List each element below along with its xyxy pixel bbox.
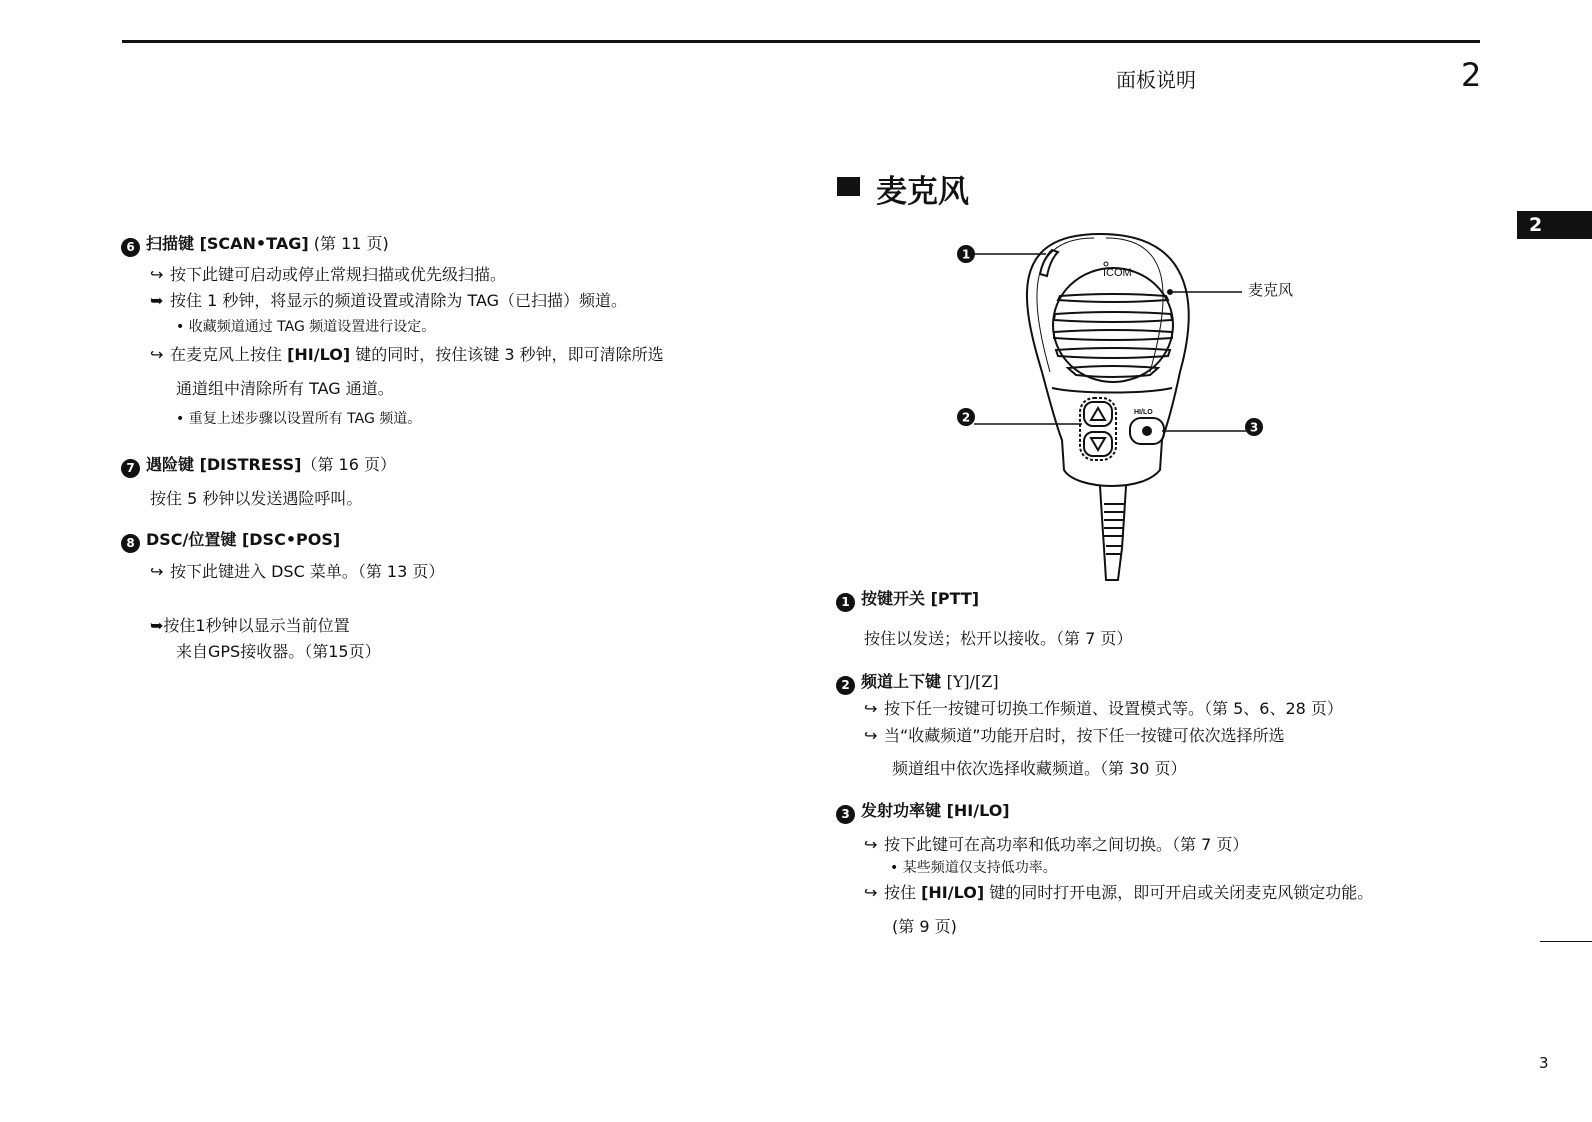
callout-3: 3 [1249,420,1259,435]
item-number-6: 6 [121,238,140,257]
arrow-icon: ↪ [864,883,878,902]
section-2-line-3: 频道组中依次选择收藏频道。（第 30 页） [892,759,1187,778]
microphone-diagram [944,228,1324,592]
section-2-line-2: ↪ 当“收藏频道”功能开启时，按下任一按键可依次选择所选 [864,726,1285,745]
section-6-line-5: 通道组中清除所有 TAG 通道。 [176,379,394,398]
section-6-note-1: • 收藏频道通过 TAG 频道设置进行设定。 [176,319,436,335]
section-7-line-1: 按住 5 秒钟以发送遇险呼叫。 [150,489,363,508]
hold-arrow-icon: ➥ [150,291,164,310]
section-6-line-4: ↪ 在麦克风上按住 [HI/LO] 键的同时，按住该键 3 秒钟，即可清除所选 [150,345,664,364]
chapter-number: 2 [1461,56,1482,94]
section-6-ref: (第 11 页) [308,234,389,253]
section-8-title: DSC/位置键 [DSC•POS] [146,530,341,549]
header-rule [122,40,1480,43]
section-1-line-1: 按住以发送；松开以接收。（第 7 页） [864,629,1133,648]
section-8-line-2: ➥按住1秒钟以显示当前位置 [150,616,350,635]
section-8-line-3: 来自GPS接收器。（第15页） [176,642,381,661]
cord [1100,486,1126,580]
section-3-line-1: ↪ 按下此键可在高功率和低功率之间切换。（第 7 页） [864,835,1249,854]
section-3-line-3: ↪ 按住 [HI/LO] 键的同时打开电源，即可开启或关闭麦克风锁定功能。 [864,883,1374,902]
section-title: 麦克风 [876,174,969,210]
key-hilo: [HI/LO] [287,345,351,364]
section-6-heading [121,231,389,257]
callout-1: 1 [961,247,971,262]
down-key [1084,432,1112,456]
arrow-icon: ↪ [864,835,878,854]
chapter-tab: 2 [1517,211,1592,239]
section-8-heading [121,527,340,553]
section-1-heading [836,586,979,612]
section-2-title: 频道上下键 [861,672,947,691]
section-3-title: 发射功率键 [HI/LO] [861,801,1010,820]
side-rule [1540,941,1592,942]
section-1-title: 按键开关 [PTT] [861,589,980,608]
key-hilo: [HI/LO] [921,883,985,902]
item-number-8: 8 [121,534,140,553]
section-7-title: 遇险键 [DISTRESS] [146,455,302,474]
page-number: 3 [1539,1054,1549,1072]
page-header-title: 面板说明 [1116,68,1196,92]
down-arrow-icon [1091,438,1105,450]
section-2-line-1: ↪ 按下任一按键可切换工作频道、设置模式等。（第 5、6、28 页） [864,699,1343,718]
section-7-heading [121,452,396,478]
up-arrow-icon [1091,408,1105,420]
section-6-line-1: ↪ 按下此键可启动或停止常规扫描或优先级扫描。 [150,265,507,284]
section-8-line-1: ↪ 按下此键进入 DSC 菜单。（第 13 页） [150,562,445,581]
section-6-line-2: ➥ 按住 1 秒钟，将显示的频道设置或清除为 TAG（已扫描）频道。 [150,291,628,310]
arrow-icon: ↪ [150,345,164,364]
section-2-heading [836,669,999,695]
mic-label: 麦克风 [1248,281,1294,299]
section-7-ref: （第 16 页） [301,455,396,474]
up-key [1084,402,1112,426]
mic-grille [1053,268,1173,382]
item-number-1: 1 [836,593,855,612]
item-number-3: 3 [836,805,855,824]
arrow-icon: ↪ [150,562,164,581]
section-3-heading [836,798,1010,824]
section-square-icon [837,177,860,196]
section-3-note-1: • 某些频道仅支持低功率。 [890,860,1057,876]
hilo-key-label: HI/LO [1134,409,1153,416]
arrow-icon: ↪ [150,265,164,284]
callout-2: 2 [961,410,971,425]
item-number-7: 7 [121,459,140,478]
section-2-keys: [Y]/[Z] [946,672,999,691]
section-6-note-2: • 重复上述步骤以设置所有 TAG 频道。 [176,411,422,427]
brand-logo: ICOM [1103,267,1132,279]
arrow-icon: ↪ [864,699,878,718]
section-3-line-4: (第 9 页) [892,917,957,936]
item-number-2: 2 [836,676,855,695]
hold-arrow-icon: ➥ [150,616,164,635]
section-6-title: 扫描键 [SCAN•TAG] [146,234,309,253]
arrow-icon: ↪ [864,726,878,745]
